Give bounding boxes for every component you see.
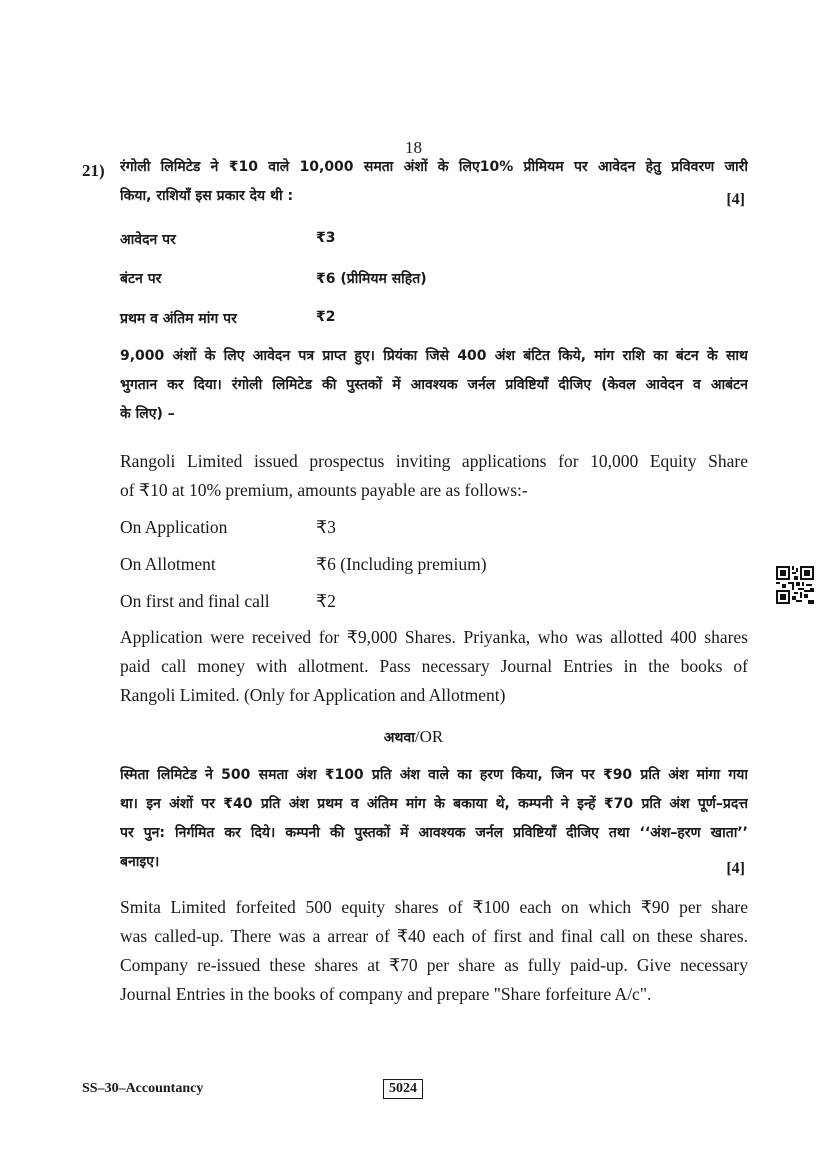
paper-code-box: 5024 xyxy=(383,1079,423,1099)
hindi-schedule-value: ₹2 xyxy=(316,309,336,325)
english-schedule-value: ₹2 xyxy=(316,591,336,611)
english-body-line: paid call money with allotment. Pass necessary Journal Entries in the books of xyxy=(120,656,748,676)
english-body-line: Application were received for ₹9,000 Shares. Priyanka, who was allotted 400 shares xyxy=(120,627,748,647)
alt-hindi-line: बनाइए। xyxy=(120,854,160,870)
alt-english-line: Smita Limited forfeited 500 equity shares of ₹100 each on which ₹90 per share xyxy=(120,897,748,917)
english-intro-line: of ₹10 at 10% premium, amounts payable are as follows:- xyxy=(120,480,528,500)
alt-english-body xyxy=(120,897,748,1013)
alt-hindi-line: था। इन अंशों पर ₹40 प्रति अंश प्रथम व अंतिम मांग के बकाया थे, कम्पनी ने इन्हें ₹70 प्रति अंश पूर्ण–प्रदत्त xyxy=(120,796,748,812)
or-english: /OR xyxy=(414,727,444,746)
english-schedule-value: ₹6 (Including premium) xyxy=(316,554,487,574)
hindi-schedule-value: ₹3 xyxy=(316,230,336,246)
hindi-intro-line: रंगोली लिमिटेड ने ₹10 वाले 10,000 समता अंशों के लिए10% प्रीमियम पर आवेदन हेतु प्रविवरण जारी xyxy=(120,159,748,175)
hindi-body xyxy=(120,346,748,433)
or-divider xyxy=(0,727,827,747)
hindi-schedule-label: आवेदन पर xyxy=(120,232,176,248)
alt-hindi-line: स्मिता लिमिटेड ने 500 समता अंश ₹100 प्रति अंश वाले का हरण किया, जिन पर ₹90 प्रति अंश मांगा गया xyxy=(120,767,748,783)
english-intro-line: Rangoli Limited issued prospectus inviting applications for 10,000 Equity Share xyxy=(120,451,748,471)
english-schedule-label: On Application xyxy=(120,517,228,537)
hindi-intro-line: किया, राशियाँ इस प्रकार देय थी : xyxy=(120,188,294,204)
alt-hindi-line: पर पुन: निर्गमित कर दिये। कम्पनी की पुस्तकों में आवश्यक जर्नल प्रविष्टियाँ दीजिए तथा ‘‘अंश–हरण खाता’’ xyxy=(120,825,748,841)
footer-subject: SS–30–Accountancy xyxy=(82,1081,204,1096)
page-number: 18 xyxy=(405,138,422,157)
hindi-body-line: 9,000 अंशों के लिए आवेदन पत्र प्राप्त हुए। प्रियंका जिसे 400 अंश बंटित किये, मांग राशि का बंटन के साथ xyxy=(120,348,748,364)
english-body-line: Rangoli Limited. (Only for Application and Allotment) xyxy=(120,685,506,705)
hindi-schedule-label: बंटन पर xyxy=(120,271,162,287)
hindi-schedule-value: ₹6 (प्रीमियम सहित) xyxy=(316,271,427,287)
question-number: 21) xyxy=(82,161,105,180)
or-hindi: अथवा xyxy=(383,730,415,746)
alt-hindi-body xyxy=(120,765,748,881)
english-schedule-label: On first and final call xyxy=(120,591,270,611)
marks-badge: [4] xyxy=(726,191,745,208)
english-schedule-value: ₹3 xyxy=(316,517,336,537)
hindi-body-line: के लिए) – xyxy=(120,406,175,422)
hindi-intro xyxy=(120,157,748,215)
hindi-schedule-label: प्रथम व अंतिम मांग पर xyxy=(120,311,237,327)
alt-english-line: Journal Entries in the books of company and prepare "Share forfeiture A/c". xyxy=(120,984,652,1004)
hindi-body-line: भुगतान कर दिया। रंगोली लिमिटेड की पुस्तकों में आवश्यक जर्नल प्रविष्टियाँ दीजिए (केवल आवेदन व आबंटन xyxy=(120,377,748,393)
english-schedule-label: On Allotment xyxy=(120,554,216,574)
alt-english-line: Company re-issued these shares at ₹70 per share as fully paid-up. Give necessary xyxy=(120,955,748,975)
english-intro xyxy=(120,451,748,509)
alt-english-line: was called-up. There was a arrear of ₹40 each of first and final call on these shares. xyxy=(120,926,748,946)
qr-code-icon xyxy=(776,566,814,604)
marks-badge: [4] xyxy=(726,860,745,877)
english-body xyxy=(120,627,748,714)
